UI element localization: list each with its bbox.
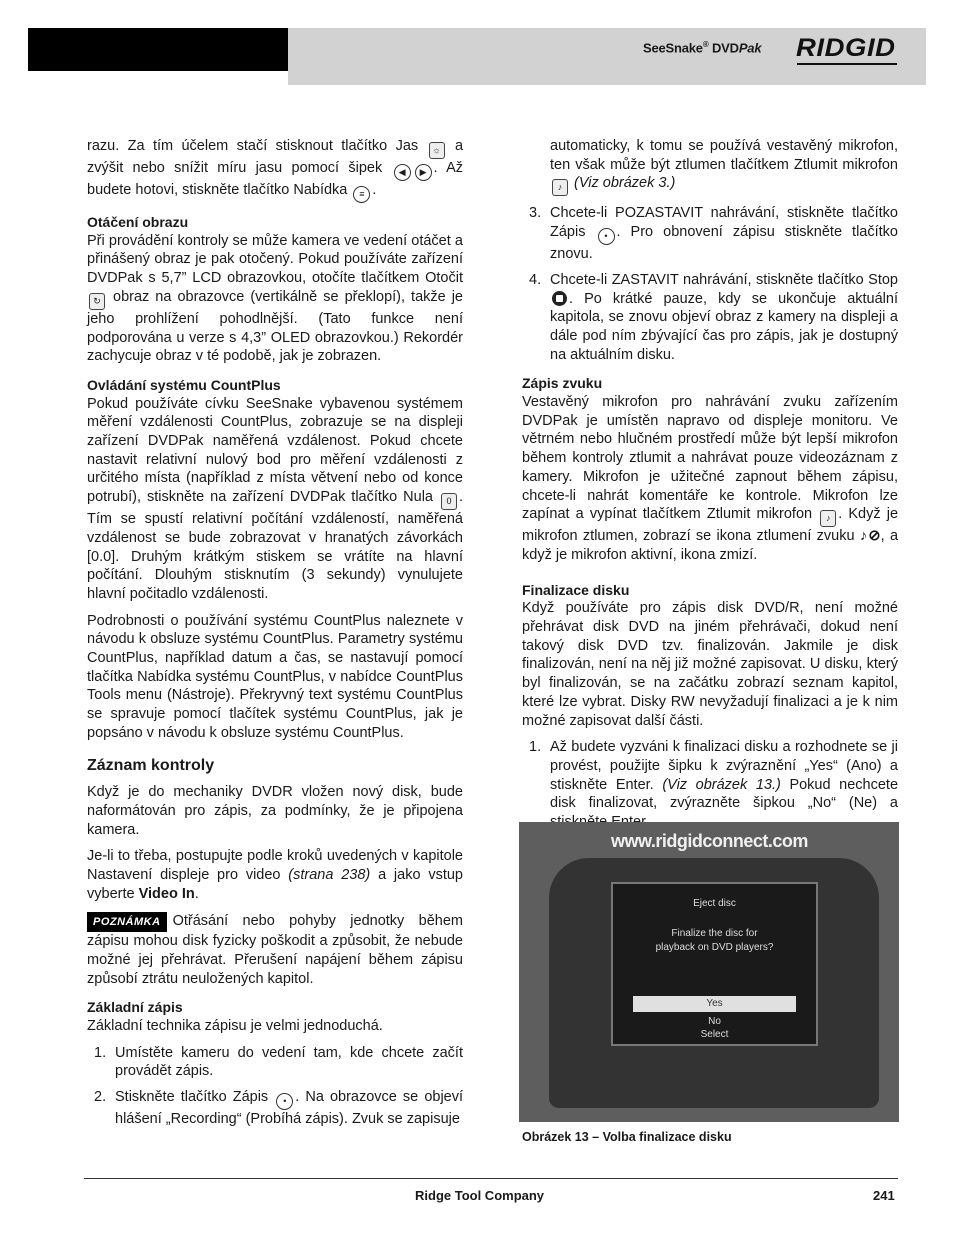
left-column [87,137,463,1136]
record-icon: • [598,228,615,245]
step-2: 2. Stiskněte tlačítko Zápis • . Na obrazovce se objeví hlášení „Recording“ (Probíhá zápis). Zvuk se zapisuje [94,1089,464,1128]
ridgid-logo: RIDGID [796,34,896,62]
figure-13-photo [519,822,899,1122]
recording-p1: Když je do mechaniky DVDR vložen nový disk, bude naformátován pro zápis, za podmínky, že je připojena kamera. [87,784,463,838]
header-product: SeeSnake® DVDPak [643,40,762,56]
screen-question-2: playback on DVD players? [655,942,774,953]
record-icon: • [276,1093,293,1110]
countplus-heading: Ovládání systému CountPlus [87,376,281,393]
menu-icon: ≡ [353,186,370,203]
rotation-paragraph: Při provádění kontroly se může kamera ve vedení otáčet a přinášený obraz je pak otočený. Pokud používáte zařízení DVDPak s 5,7” LCD obrazovkou, otočíte tlačítkem Otočit ↻ obraz na obrazovce (vertikálně se překlopí), takže je jeho prohlížení pohodlnější. (Tato funkce není podporována u verze s 4,3” OLED obrazovkou.) Rekordér zachycuje obraz v té podobě, jak je zobrazen. [87,232,463,365]
screen-title: Eject disc [693,898,736,909]
recording-heading: Záznam kontroly [87,756,215,774]
note-paragraph: POZNÁMKA Otřásání nebo pohyby jednotky během zápisu mohou disk fyzicky poškodit a způsobit, že nebude možné jej přehrávat. Přerušení napájení během zápisu způsobí ztrátu neuložených kapitol. [87,912,463,987]
device-screen [611,882,818,1046]
screen-no-option: No [708,1016,721,1027]
finalize-step-1: 1. Až budete vyzváni k finalizaci disku a rozhodnete se ji provést, použijte šipku k zvýraznění „Yes“ (Ano) a stiskněte Enter. (Viz obrázek 13.) Pokud nechcete disk finalizovat, zvýrazněte šipkou „No“ (Ne) a [529,739,899,812]
step-3: 3. Chcete-li POZASTAVIT nahrávání, stiskněte tlačítko Zápis • . Pro obnovení zápisu stiskněte tlačítko znovu. [529,205,898,263]
right-column [522,137,898,839]
screen-question-1: Finalize the disc for [671,928,758,939]
mic-mute-icon: ♪⊘ [859,528,881,545]
stop-icon [552,291,567,306]
rotation-heading: Otáčení obrazu [87,214,189,230]
note-badge: POZNÁMKA [87,912,167,933]
audio-heading: Zápis zvuku [522,375,603,392]
basic-paragraph: Základní technika zápisu je velmi jednoduchá. [87,1018,383,1035]
screen-select-hint: Select [700,1029,729,1040]
figure-url: www.ridgidconnect.com [611,831,808,851]
basic-steps [87,1044,463,1129]
figure-caption: Obrázek 13 – Volba finalizace disku [522,1130,732,1144]
finalize-heading: Finalizace disku [522,581,630,598]
footer-company: Ridge Tool Company [415,1188,545,1203]
footer-divider [84,1178,898,1179]
basic-heading: Základní zápis [87,999,183,1016]
audio-paragraph: Vestavěný mikrofon pro nahrávání zvuku zařízením DVDPak je umístěn napravo od displeje monitoru. Ve větrném nebo hlučném prostředí může být lepší mikrofon během kontroly ztlumit a nahrávat pouze videozáznam z kamery. Mikrofon je užitečné zapnout během zápisu, chcete-li nahrát komentáře ke kontrole. Mikrofon lze zapínat a vypínat tlačítkem Ztlumit mikrofon ♪ . Když je mikrofon ztlumen, zobrazí se ikona ztlumení zvuku ♪⊘, a když je mikrofon aktivní, ikona zmizí. [522,394,899,563]
mic-icon: ♪ [552,179,568,196]
zero-icon: 0 [441,493,457,510]
screen-yes-option: Yes [633,996,796,1012]
arrow-right-icon: ▶ [415,164,432,181]
step-1: 1. Umístěte kameru do vedení tam, kde chcete začít provádět zápis. [94,1044,463,1080]
page-number: 241 [873,1188,895,1203]
step-4: 4. Chcete-li ZASTAVIT nahrávání, stiskněte tlačítko Stop . Po krátké pauze, kdy se ukončuje aktuální kapitola, se znovu objeví obraz z kamery na displeji a dále pod ním zbývající čas pro zápis, jak je dostupný na aktuálním disku. [529,271,898,363]
header-black-bar [28,28,290,71]
logo-underline [797,63,897,65]
countplus-paragraph: Pokud používáte cívku SeeSnake vybavenou systémem měření vzdálenosti CountPlus, zobrazuje se na displeji zařízení DVDPak naměřená vzdálenost. Pokud chcete nastavit relativní nulový bod pro měření vzdálenosti z určitého místa (například z místa větvení nebo od konce potrubí), stiskněte na zařízení DVDPak tlačítko Nula 0 . Tím se spustí relativní počítání vzdáleností, naměřená vzdálenost se bude zobrazovat v hranatých závorkách [0.0]. Druhým krátkým stiskem se vrátíte na hlavní počítání. Dlouhým stisknutím (3 sekundy) vynulujete hlavní počitadlo vzdálenosti. [87,395,463,602]
mic-icon: ♪ [820,510,836,527]
brightness-icon: ☼ [429,142,445,159]
step-2-continued: automaticky, k tomu se používá vestavěný mikrofon, ten však může být ztlumen tlačítkem Ztlumit mikrofon ♪ (Viz obrázek 3.) [522,137,898,196]
recording-p2: Je-li to třeba, postupujte podle kroků uvedených v kapitole Nastavení displeje pro video (strana 238) a jako vstup vyberte Video In. [87,848,463,902]
intro-paragraph: razu. Za tím účelem stačí stisknout tlačítko Jas ☼ a zvýšit nebo snížit míru jasu pomocí šipek ◀ ▶ . Až budete hotovi, stiskněte tlačítko Nabídka ≡ . [87,137,463,203]
rotate-icon: ↻ [89,293,105,310]
arrow-left-icon: ◀ [394,164,411,181]
countplus-details: Podrobnosti o používání systému CountPlus naleznete v návodu k obsluze systému CountPlus. Parametry systému CountPlus, například datum a čas, se nastavují pomocí tlačítka Nabídka systému CountPlus, v nabídce CountPlus Tools menu (Nástroje). Překryvný text systému CountPlus se spravuje pomocí tlačítek systému CountPlus, jak je popsáno v návodu k obsluze systému CountPlus. [87,612,463,741]
finalize-paragraph: Když používáte pro zápis disk DVD/R, není možné přehrávat disk DVD na jiném přehrávači, dokud není takový disk DVD tzv. finalizován. Jakmile je disk finalizován, není na něj již možné zapisovat. U disku, který byl finalizován, se na začátku zobrazí seznam kapitol, které lze vybrat. Disky RW nevyžadují finalizaci a je k nim možné zapisovat další části. [522,600,898,729]
